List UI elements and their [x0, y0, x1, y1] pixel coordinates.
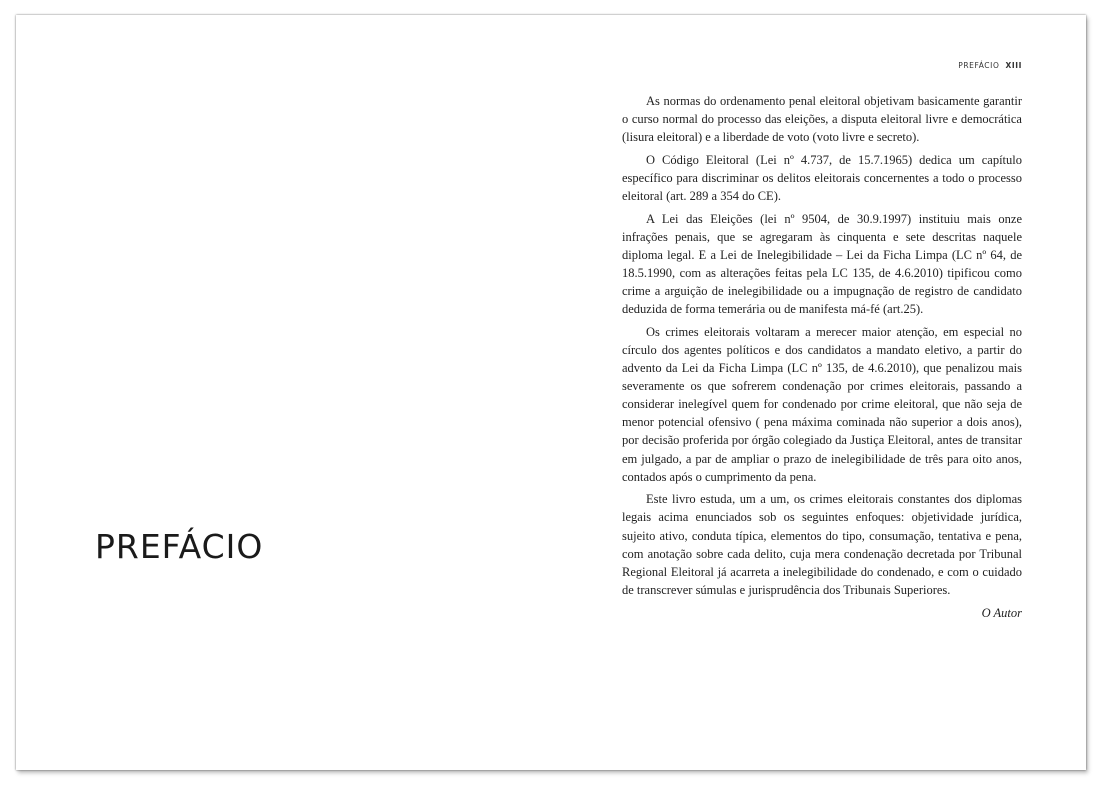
paragraph: O Código Eleitoral (Lei nº 4.737, de 15.7.1965) dedica um capítulo específico para discriminar os delitos eleitorais concernentes a todo o processo eleitoral (art. 289 a 354 do CE).	[622, 152, 1022, 204]
paragraph: A Lei das Eleições (lei nº 9504, de 30.9.1997) instituiu mais onze infrações penais, que se agregaram às cinquenta e sete descritas naquele diploma legal. E a Lei de Inelegibilidade – Lei da Ficha Limpa (LC nº 64, de 18.5.1990, com as alterações feitas pela LC 135, de 4.6.2010) tipificou como crime a arguição de inelegibilidade ou a impugnação de registro de candidato deduzida de forma temerária ou de manifesta má-fé (art.25).	[622, 211, 1022, 317]
running-header-section: PREFÁCIO	[958, 61, 1000, 70]
page-number: XIII	[1005, 61, 1022, 70]
paragraph: Este livro estuda, um a um, os crimes eleitorais constantes dos diplomas legais acima enunciados sob os seguintes enfoques: objetividade jurídica, sujeito ativo, conduta típica, elementos do tipo, consumação, tentativa e pena, com anotação sobre cada delito, cuja mera condenação decretada por Tribunal Regional Eleitoral já acarreta a inelegibilidade do condenado, e com o cuidado de transcrever súmulas e jurisprudência dos Tribunais Superiores.	[622, 492, 1022, 597]
right-page	[550, 15, 1086, 770]
running-header	[958, 61, 1022, 70]
body-text	[622, 92, 1022, 622]
paragraph: As normas do ordenamento penal eleitoral objetivam basicamente garantir o curso normal do processo das eleições, a disputa eleitoral livre e democrática (lisura eleitoral) e a liberdade de voto (voto livre e secreto).	[622, 94, 1022, 145]
author-signature: O Autor	[981, 605, 1022, 620]
chapter-title: PREFÁCIO	[95, 527, 264, 566]
left-page	[16, 15, 550, 770]
book-spread	[16, 15, 1086, 770]
paragraph: Os crimes eleitorais voltaram a merecer maior atenção, em especial no círculo dos agentes políticos e dos candidatos a mandato eletivo, a partir do advento da Lei da Ficha Limpa (LC nº 135, de 4.6.2010), que penalizou mais severamente os que sofrerem condenação por crimes eleitorais, passando a considerar inelegível quem for condenado por crime eleitoral, que não seja de menor potencial ofensivo ( pena máxima cominada não superior a dois anos), por decisão proferida por órgão colegiado da Justiça Eleitoral, antes de transitar em julgado, a par de ampliar o prazo de inelegibilidade de três para oito anos, contados após o cumprimento da pena.	[622, 324, 1022, 484]
